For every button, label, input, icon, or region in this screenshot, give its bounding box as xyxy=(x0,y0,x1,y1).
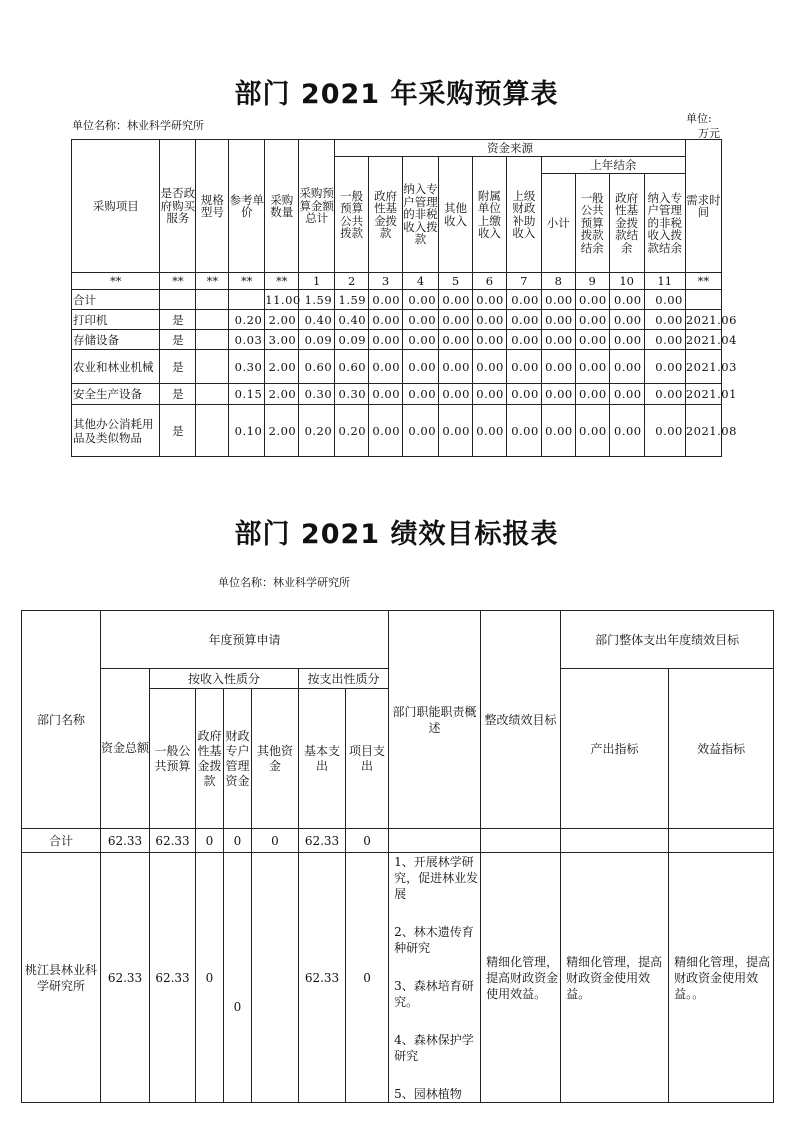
total-cell: 0.00 xyxy=(439,290,473,310)
perf-total-cell: 0 xyxy=(224,829,252,853)
dept-rectify-cell: 精细化管理，提高财政资金使用效益。 xyxy=(481,853,561,1103)
cell: 0.00 xyxy=(369,384,403,405)
procurement-table-title: 部门 2021 年采购预算表 xyxy=(234,79,559,110)
dept-project-exp: 0 xyxy=(346,853,389,1103)
total-cell: 0.00 xyxy=(506,290,541,310)
item-name: 打印机 xyxy=(72,310,160,330)
perf-total-cell xyxy=(481,829,561,853)
cell: 0.00 xyxy=(506,405,541,457)
cell: 0.00 xyxy=(609,310,644,330)
cell: 是 xyxy=(160,310,196,330)
cell: 2.00 xyxy=(265,384,299,405)
table-row xyxy=(72,310,722,330)
total-cell: 0.00 xyxy=(472,290,506,310)
total-cell xyxy=(196,290,229,310)
header-ly-gov-fund: 政府性基金拨款结余 xyxy=(609,174,644,273)
perf-total-cell: 0 xyxy=(252,829,299,853)
perf-total-cell: 0 xyxy=(196,829,224,853)
cell: 2.00 xyxy=(265,405,299,457)
dept-total-funds: 62.33 xyxy=(101,853,150,1103)
header-rectify: 整改绩效目标 xyxy=(481,611,561,829)
cell: 是 xyxy=(160,350,196,384)
duty-item: 2、林木遗传育种研究 xyxy=(394,924,474,955)
need-time-cell: 2021.06 xyxy=(685,310,721,330)
total-row xyxy=(72,290,722,310)
cell: 是 xyxy=(160,330,196,350)
table-row xyxy=(72,405,722,457)
duty-item: 3、森林培育研究。 xyxy=(394,978,474,1009)
index-cell: ** xyxy=(196,273,229,290)
cell: 0.00 xyxy=(644,310,685,330)
cell: 0.00 xyxy=(439,330,473,350)
cell: 0.00 xyxy=(575,405,609,457)
cell: 0.60 xyxy=(335,350,369,384)
need-time-cell: 2021.08 xyxy=(685,405,721,457)
cell: 0.00 xyxy=(506,330,541,350)
index-cell: 1 xyxy=(299,273,335,290)
total-cell: 1.59 xyxy=(335,290,369,310)
total-cell xyxy=(229,290,265,310)
cell: 0.30 xyxy=(299,384,335,405)
header-total-funds: 资金总额 xyxy=(101,669,150,829)
total-cell: 0.00 xyxy=(575,290,609,310)
perf-unit-name-label: 单位名称：林业科学研究所 xyxy=(218,576,350,589)
index-cell: ** xyxy=(685,273,721,290)
cell: 0.00 xyxy=(609,350,644,384)
cell: 0.00 xyxy=(575,330,609,350)
perf-total-cell xyxy=(561,829,669,853)
dept-other-funds xyxy=(252,853,299,1103)
cell: 0.00 xyxy=(403,405,439,457)
cell xyxy=(196,310,229,330)
cell: 0.60 xyxy=(299,350,335,384)
cell xyxy=(196,384,229,405)
procurement-budget-table xyxy=(71,139,737,457)
header-special-funds: 财政专户管理资金 xyxy=(224,689,252,829)
total-cell: 0.00 xyxy=(369,290,403,310)
cell: 0.00 xyxy=(644,384,685,405)
header-duties: 部门职能职责概述 xyxy=(389,611,481,829)
header-fund-source: 资金来源 xyxy=(335,140,686,157)
cell: 0.00 xyxy=(506,384,541,405)
dept-special-funds-value: 0 xyxy=(233,999,242,1014)
cell: 0.00 xyxy=(609,384,644,405)
cell: 0.09 xyxy=(335,330,369,350)
cell: 2.00 xyxy=(265,350,299,384)
performance-table-title: 部门 2021 绩效目标报表 xyxy=(234,519,559,550)
cell: 0.00 xyxy=(472,330,506,350)
header-other-income: 其他收入 xyxy=(439,157,473,273)
index-cell: 7 xyxy=(506,273,541,290)
header-ly-special: 纳入专户管理的非税收入拨款结余 xyxy=(644,174,685,273)
index-cell: 8 xyxy=(541,273,575,290)
index-row xyxy=(72,273,722,290)
cell: 2.00 xyxy=(265,310,299,330)
total-cell: 0.00 xyxy=(403,290,439,310)
header-project-exp: 项目支出 xyxy=(346,689,389,829)
cell: 0.00 xyxy=(541,405,575,457)
cell: 0.00 xyxy=(541,350,575,384)
cell: 0.00 xyxy=(575,350,609,384)
cell: 是 xyxy=(160,384,196,405)
dept-output-cell: 精细化管理，提高财政资金使用效益。 xyxy=(561,853,669,1103)
header-gov-fund: 政府性基金拨款 xyxy=(196,689,224,829)
cell: 0.00 xyxy=(439,384,473,405)
cell: 0.00 xyxy=(403,310,439,330)
dept-gov-fund: 0 xyxy=(196,853,224,1103)
cell: 0.20 xyxy=(335,405,369,457)
cell: 0.00 xyxy=(369,405,403,457)
header-other-funds: 其他资金 xyxy=(252,689,299,829)
total-cell: 0.00 xyxy=(644,290,685,310)
header-item: 采购项目 xyxy=(72,140,160,273)
cell: 0.00 xyxy=(403,330,439,350)
header-output: 产出指标 xyxy=(561,669,669,829)
cell: 0.00 xyxy=(369,310,403,330)
cell: 是 xyxy=(160,405,196,457)
cell: 0.10 xyxy=(229,405,265,457)
table-row xyxy=(72,350,722,384)
cell: 0.00 xyxy=(439,310,473,330)
header-gov-service: 是否政府购买服务 xyxy=(160,140,196,273)
index-cell: 10 xyxy=(609,273,644,290)
perf-total-cell xyxy=(389,829,481,853)
cell: 0.00 xyxy=(439,350,473,384)
total-label: 合计 xyxy=(72,290,160,310)
header-affiliated: 附属单位上缴收入 xyxy=(472,157,506,273)
perf-total-cell xyxy=(669,829,774,853)
header-ly-general: 一般公共预算拨款结余 xyxy=(575,174,609,273)
total-cell: 11.00 xyxy=(265,290,299,310)
index-cell: 4 xyxy=(403,273,439,290)
index-cell: 6 xyxy=(472,273,506,290)
cell: 0.20 xyxy=(229,310,265,330)
duty-item: 4、森林保护学研究 xyxy=(394,1032,474,1063)
cell: 0.00 xyxy=(644,405,685,457)
item-name: 安全生产设备 xyxy=(72,384,160,405)
dept-duties-cell xyxy=(389,853,481,1103)
index-cell: 9 xyxy=(575,273,609,290)
dept-row xyxy=(22,853,774,1103)
table-row xyxy=(72,330,722,350)
cell: 0.00 xyxy=(575,384,609,405)
index-cell: 2 xyxy=(335,273,369,290)
duty-item: 1、开展林学研究，促进林业发展 xyxy=(394,854,479,901)
header-superior: 上级财政补助收入 xyxy=(506,157,541,273)
header-qty: 采购数量 xyxy=(265,140,299,273)
total-cell xyxy=(685,290,721,310)
perf-total-cell: 0 xyxy=(346,829,389,853)
header-gov-fund: 政府性基金拨款 xyxy=(369,157,403,273)
header-need-time: 需求时间 xyxy=(685,140,721,273)
cell: 0.00 xyxy=(575,310,609,330)
table-row xyxy=(72,384,722,405)
item-name: 农业和林业机械 xyxy=(72,350,160,384)
cell: 0.20 xyxy=(299,405,335,457)
cell: 0.00 xyxy=(541,330,575,350)
header-total: 采购预算金额总计 xyxy=(299,140,335,273)
header-ref-price: 参考单价 xyxy=(229,140,265,273)
cell xyxy=(196,350,229,384)
need-time-cell: 2021.03 xyxy=(685,350,721,384)
item-name: 其他办公消耗用品及类似物品 xyxy=(72,405,160,457)
perf-total-cell: 62.33 xyxy=(299,829,346,853)
dept-general-budget: 62.33 xyxy=(150,853,196,1103)
cell: 0.30 xyxy=(335,384,369,405)
header-by-income: 按收入性质分 xyxy=(150,669,299,689)
index-cell: ** xyxy=(72,273,160,290)
header-special-nontax: 纳入专户管理的非税收入拨款 xyxy=(403,157,439,273)
header-annual-budget: 年度预算申请 xyxy=(101,611,389,669)
index-cell: ** xyxy=(160,273,196,290)
header-benefit: 效益指标 xyxy=(669,669,774,829)
cell xyxy=(196,405,229,457)
unit-value: 万元 xyxy=(698,127,720,140)
cell: 0.30 xyxy=(229,350,265,384)
cell: 0.00 xyxy=(472,405,506,457)
header-basic-exp: 基本支出 xyxy=(299,689,346,829)
cell: 0.15 xyxy=(229,384,265,405)
total-cell: 0.00 xyxy=(541,290,575,310)
perf-total-label: 合计 xyxy=(22,829,101,853)
cell xyxy=(196,330,229,350)
cell: 0.00 xyxy=(506,350,541,384)
cell: 0.40 xyxy=(299,310,335,330)
header-last-year: 上年结余 xyxy=(541,157,685,174)
need-time-cell: 2021.01 xyxy=(685,384,721,405)
total-cell: 0.00 xyxy=(609,290,644,310)
dept-name-cell: 桃江县林业科学研究所 xyxy=(22,853,101,1103)
dept-benefit-cell: 精细化管理，提高财政资金使用效益。。 xyxy=(669,853,774,1103)
cell: 0.03 xyxy=(229,330,265,350)
cell: 0.00 xyxy=(369,350,403,384)
performance-target-table xyxy=(21,610,774,1103)
dept-special-funds xyxy=(224,853,252,1103)
cell: 0.00 xyxy=(403,384,439,405)
header-dept-name: 部门名称 xyxy=(22,611,101,829)
header-general: 一般预算公共拨款 xyxy=(335,157,369,273)
header-subtotal: 小计 xyxy=(541,174,575,273)
index-cell: ** xyxy=(229,273,265,290)
need-time-cell: 2021.04 xyxy=(685,330,721,350)
cell: 0.00 xyxy=(644,330,685,350)
cell: 0.00 xyxy=(472,310,506,330)
duty-item: 5、园林植物 xyxy=(394,1086,462,1101)
cell: 0.00 xyxy=(472,384,506,405)
header-general-budget: 一般公共预算 xyxy=(150,689,196,829)
index-cell: 11 xyxy=(644,273,685,290)
header-by-expense: 按支出性质分 xyxy=(299,669,389,689)
total-cell: 1.59 xyxy=(299,290,335,310)
cell: 0.00 xyxy=(439,405,473,457)
cell: 0.00 xyxy=(472,350,506,384)
cell: 0.00 xyxy=(644,350,685,384)
cell: 0.00 xyxy=(609,405,644,457)
cell: 0.00 xyxy=(609,330,644,350)
index-cell: 3 xyxy=(369,273,403,290)
cell: 0.00 xyxy=(369,330,403,350)
cell: 0.00 xyxy=(403,350,439,384)
item-name: 存储设备 xyxy=(72,330,160,350)
unit-label: 单位: xyxy=(686,112,712,125)
dept-basic-exp: 62.33 xyxy=(299,853,346,1103)
header-spec: 规格型号 xyxy=(196,140,229,273)
cell: 0.09 xyxy=(299,330,335,350)
cell: 0.40 xyxy=(335,310,369,330)
perf-total-cell: 62.33 xyxy=(150,829,196,853)
perf-total-cell: 62.33 xyxy=(101,829,150,853)
index-cell: ** xyxy=(265,273,299,290)
header-overall-goal: 部门整体支出年度绩效目标 xyxy=(561,611,774,669)
index-cell: 5 xyxy=(439,273,473,290)
cell: 0.00 xyxy=(541,384,575,405)
unit-name-label: 单位名称：林业科学研究所 xyxy=(72,119,204,132)
perf-total-row xyxy=(22,829,774,853)
cell: 3.00 xyxy=(265,330,299,350)
total-cell xyxy=(160,290,196,310)
cell: 0.00 xyxy=(506,310,541,330)
cell: 0.00 xyxy=(541,310,575,330)
